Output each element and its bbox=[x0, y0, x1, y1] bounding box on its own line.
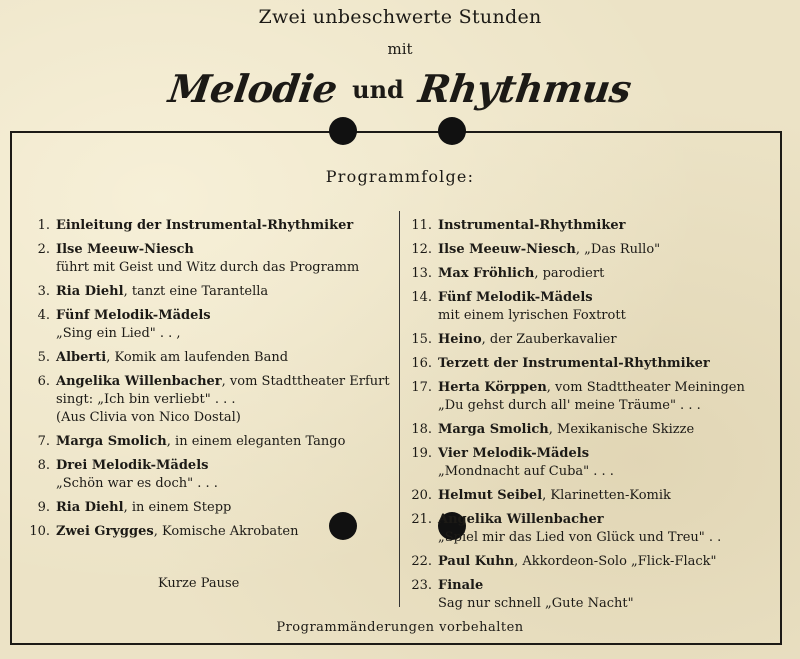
item-performer: Ilse Meeuw-Niesch bbox=[438, 242, 576, 257]
program-item bbox=[408, 487, 778, 505]
item-number: 14. bbox=[411, 290, 432, 305]
item-number: 23. bbox=[411, 578, 432, 593]
item-detail: singt: „Ich bin verliebt" . . . bbox=[56, 392, 236, 407]
item-performer: Herta Körppen bbox=[438, 380, 547, 395]
item-performer: Paul Kuhn bbox=[438, 554, 515, 569]
item-number: 22. bbox=[411, 554, 432, 569]
program-item bbox=[26, 433, 394, 451]
program-item bbox=[408, 379, 778, 415]
item-note: (Aus Clivia von Nico Dostal) bbox=[56, 410, 241, 425]
item-description: , Komik am laufenden Band bbox=[106, 350, 289, 365]
item-performer: Drei Melodik-Mädels bbox=[56, 458, 209, 473]
program-item bbox=[26, 499, 394, 517]
item-description: , Akkordeon-Solo „Flick-Flack" bbox=[514, 554, 717, 569]
item-number: 19. bbox=[411, 446, 432, 461]
item-number: 18. bbox=[411, 422, 432, 437]
program-list-right bbox=[408, 217, 778, 619]
item-number: 21. bbox=[411, 512, 432, 527]
item-performer: Vier Melodik-Mädels bbox=[438, 446, 590, 461]
item-number: 2. bbox=[37, 242, 50, 257]
item-description: , Klarinetten-Komik bbox=[542, 488, 671, 503]
subtitle-mit: mit bbox=[387, 40, 413, 58]
item-detail: mit einem lyrischen Foxtrott bbox=[438, 308, 626, 323]
item-number: 8. bbox=[37, 458, 50, 473]
item-description: , in einem eleganten Tango bbox=[166, 434, 346, 449]
footer-note: Programmänderungen vorbehalten bbox=[276, 620, 524, 635]
item-performer: Finale bbox=[438, 578, 484, 593]
program-list-left bbox=[26, 217, 394, 547]
item-number: 11. bbox=[411, 218, 432, 233]
show-title bbox=[0, 66, 800, 111]
item-number: 9. bbox=[37, 500, 50, 515]
item-performer: Angelika Willenbacher bbox=[438, 512, 604, 527]
item-number: 15. bbox=[411, 332, 432, 347]
item-detail: „Mondnacht auf Cuba" . . . bbox=[438, 464, 614, 479]
item-number: 1. bbox=[37, 218, 50, 233]
subtitle-line: Zwei unbeschwerte Stunden bbox=[258, 6, 542, 28]
item-number: 12. bbox=[411, 242, 432, 257]
item-description: , vom Stadttheater Meiningen bbox=[546, 380, 745, 395]
program-item bbox=[26, 307, 394, 343]
program-item bbox=[408, 553, 778, 571]
item-number: 6. bbox=[37, 374, 50, 389]
item-performer: Zwei Grygges bbox=[56, 524, 154, 539]
item-detail: „Du gehst durch all' meine Träume" . . . bbox=[438, 398, 701, 413]
program-item bbox=[408, 577, 778, 613]
item-number: 20. bbox=[411, 488, 432, 503]
program-item bbox=[408, 445, 778, 481]
program-item bbox=[408, 331, 778, 349]
program-item bbox=[26, 241, 394, 277]
program-item bbox=[26, 349, 394, 367]
title-rhythmus: Rhythmus bbox=[415, 66, 634, 111]
program-item bbox=[26, 217, 394, 235]
item-number: 17. bbox=[411, 380, 432, 395]
title-melodie: Melodie bbox=[166, 66, 341, 111]
program-item bbox=[26, 283, 394, 301]
program-item bbox=[26, 373, 394, 427]
item-description: , vom Stadttheater Erfurt bbox=[221, 374, 390, 389]
column-divider bbox=[399, 211, 400, 607]
title-und: und bbox=[352, 75, 404, 104]
item-number: 13. bbox=[411, 266, 432, 281]
item-detail: Sag nur schnell „Gute Nacht" bbox=[438, 596, 634, 611]
item-description: , Komische Akrobaten bbox=[153, 524, 299, 539]
item-performer: Instrumental-Rhythmiker bbox=[438, 218, 626, 233]
program-item bbox=[408, 289, 778, 325]
item-description: , „Das Rullo" bbox=[575, 242, 661, 257]
item-performer: Einleitung der Instrumental-Rhythmiker bbox=[56, 218, 354, 233]
item-number: 16. bbox=[411, 356, 432, 371]
program-item bbox=[408, 265, 778, 283]
item-performer: Terzett der Instrumental-Rhythmiker bbox=[438, 356, 710, 371]
item-performer: Marga Smolich bbox=[56, 434, 167, 449]
item-performer: Helmut Seibel bbox=[438, 488, 543, 503]
item-description: , parodiert bbox=[534, 266, 605, 281]
intermission-label: Kurze Pause bbox=[158, 576, 240, 591]
item-number: 7. bbox=[37, 434, 50, 449]
item-detail: „Sing ein Lied" . . , bbox=[56, 326, 181, 341]
item-detail: „Schön war es doch" . . . bbox=[56, 476, 218, 491]
punch-hole bbox=[438, 117, 466, 145]
item-description: , Mexikanische Skizze bbox=[548, 422, 695, 437]
item-number: 3. bbox=[37, 284, 50, 299]
item-number: 4. bbox=[37, 308, 50, 323]
item-performer: Marga Smolich bbox=[438, 422, 549, 437]
program-item bbox=[408, 511, 778, 547]
punch-hole bbox=[329, 117, 357, 145]
program-item bbox=[408, 355, 778, 373]
program-item bbox=[26, 523, 394, 541]
program-item bbox=[408, 421, 778, 439]
item-performer: Ria Diehl bbox=[56, 500, 124, 515]
item-performer: Alberti bbox=[56, 350, 107, 365]
item-performer: Ilse Meeuw-Niesch bbox=[56, 242, 194, 257]
item-performer: Ria Diehl bbox=[56, 284, 124, 299]
item-description: , in einem Stepp bbox=[123, 500, 232, 515]
program-heading: Programmfolge: bbox=[325, 167, 475, 186]
program-item bbox=[408, 241, 778, 259]
item-detail: führt mit Geist und Witz durch das Programm bbox=[56, 260, 360, 275]
item-number: 10. bbox=[29, 524, 50, 539]
item-performer: Fünf Melodik-Mädels bbox=[438, 290, 593, 305]
item-number: 5. bbox=[37, 350, 50, 365]
program-item bbox=[26, 457, 394, 493]
item-performer: Heino bbox=[438, 332, 482, 347]
item-performer: Angelika Willenbacher bbox=[56, 374, 222, 389]
item-performer: Fünf Melodik-Mädels bbox=[56, 308, 211, 323]
item-performer: Max Fröhlich bbox=[438, 266, 535, 281]
program-item bbox=[408, 217, 778, 235]
item-detail: „Spiel mir das Lied von Glück und Treu" . . bbox=[438, 530, 722, 545]
item-description: , der Zauberkavalier bbox=[481, 332, 617, 347]
item-description: , tanzt eine Tarantella bbox=[123, 284, 269, 299]
